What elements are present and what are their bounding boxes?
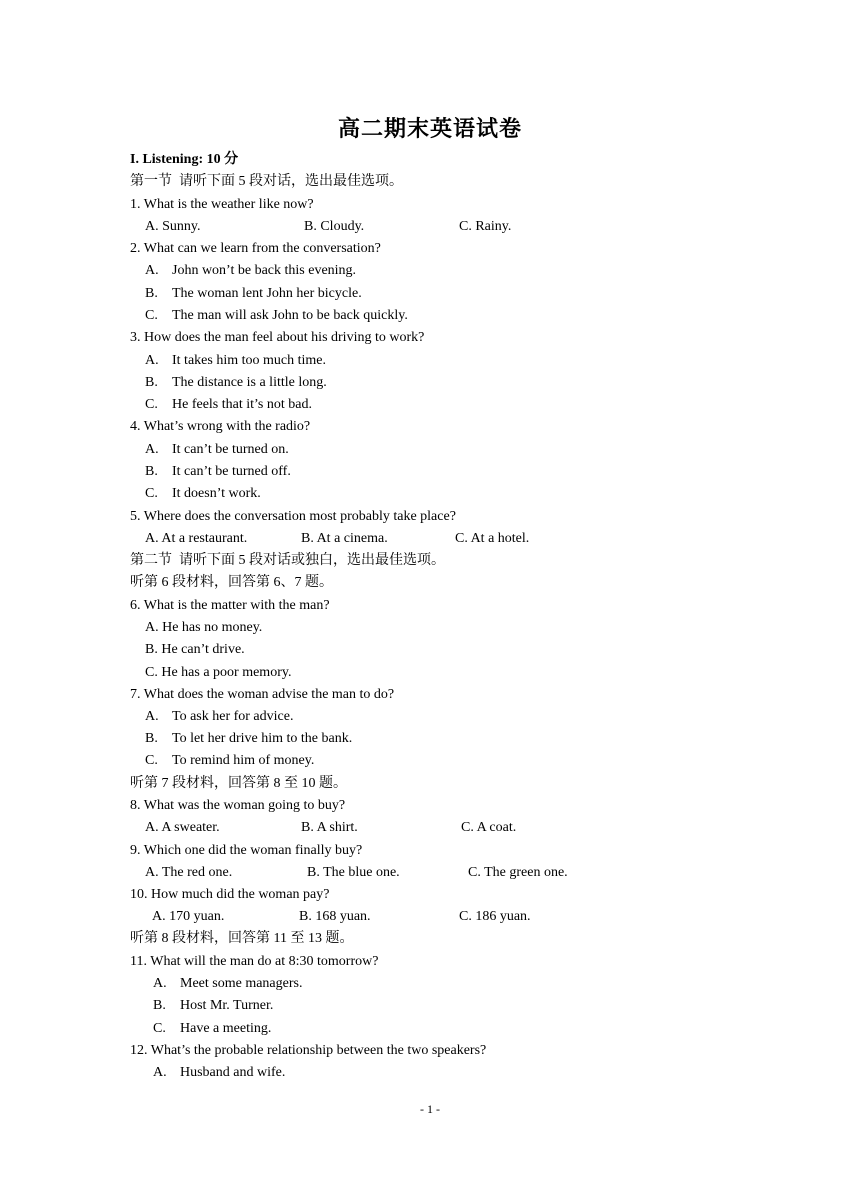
- option-text: Husband and wife.: [180, 1065, 286, 1080]
- question-6: 6. What is the matter with the man?: [130, 598, 330, 613]
- option-text: Have a meeting.: [180, 1021, 272, 1036]
- option-text: The woman lent John her bicycle.: [172, 286, 362, 301]
- material-7-instruction: 听第 7 段材料，回答第 8 至 10 题。: [130, 776, 347, 791]
- q10-option-a: A. 170 yuan.: [152, 909, 225, 924]
- q7-option-c: [145, 752, 314, 770]
- q2-option-a: [145, 262, 356, 280]
- option-text: It can’t be turned off.: [172, 464, 291, 479]
- q1-option-a: A. Sunny.: [145, 219, 201, 234]
- question-3: 3. How does the man feel about his driving to work?: [130, 330, 425, 345]
- option-label: B.: [145, 286, 158, 301]
- q4-option-b: [145, 463, 291, 481]
- option-label: A.: [153, 1065, 167, 1080]
- option-label: B.: [153, 998, 166, 1013]
- q6-option-b: B. He can’t drive.: [145, 642, 245, 657]
- option-label: A.: [145, 353, 159, 368]
- q10-option-b: B. 168 yuan.: [299, 909, 371, 924]
- q4-option-a: [145, 441, 289, 459]
- q5-option-c: C. At a hotel.: [455, 531, 530, 546]
- option-label: C.: [145, 308, 158, 323]
- q12-option-a: [153, 1064, 285, 1082]
- question-1: 1. What is the weather like now?: [130, 197, 314, 212]
- option-label: C.: [145, 486, 158, 501]
- option-label: C.: [145, 397, 158, 412]
- option-text: To remind him of money.: [172, 753, 315, 768]
- option-label: C.: [153, 1021, 166, 1036]
- option-text: He feels that it’s not bad.: [172, 397, 312, 412]
- option-text: John won’t be back this evening.: [172, 263, 357, 278]
- q2-option-c: [145, 307, 408, 325]
- section-heading: I. Listening: 10 分: [130, 152, 239, 167]
- option-text: It takes him too much time.: [172, 353, 326, 368]
- q1-option-b: B. Cloudy.: [304, 219, 365, 234]
- material-6-instruction: 听第 6 段材料，回答第 6、7 题。: [130, 575, 333, 590]
- q8-option-c: C. A coat.: [461, 820, 517, 835]
- option-label: A.: [145, 709, 159, 724]
- q5-option-b: B. At a cinema.: [301, 531, 388, 546]
- q8-option-a: A. A sweater.: [145, 820, 220, 835]
- q7-option-b: [145, 730, 352, 748]
- option-label: A.: [153, 976, 167, 991]
- question-2: 2. What can we learn from the conversation?: [130, 241, 381, 256]
- q4-option-c: [145, 485, 261, 503]
- q3-option-a: [145, 352, 326, 370]
- option-text: It can’t be turned on.: [172, 442, 289, 457]
- question-5: 5. Where does the conversation most probably take place?: [130, 509, 456, 524]
- q3-option-b: [145, 374, 327, 392]
- option-text: Host Mr. Turner.: [180, 998, 274, 1013]
- option-label: B.: [145, 464, 158, 479]
- q2-option-b: [145, 285, 362, 303]
- q11-option-b: [153, 997, 273, 1015]
- option-label: C.: [145, 753, 158, 768]
- option-label: B.: [145, 731, 158, 746]
- q3-option-c: [145, 396, 312, 414]
- q6-option-c: C. He has a poor memory.: [145, 665, 292, 680]
- option-text: The distance is a little long.: [172, 375, 327, 390]
- q9-option-a: A. The red one.: [145, 865, 233, 880]
- q11-option-a: [153, 975, 302, 993]
- q7-option-a: [145, 708, 293, 726]
- q9-option-c: C. The green one.: [468, 865, 568, 880]
- option-label: A.: [145, 442, 159, 457]
- q11-option-c: [153, 1020, 271, 1038]
- page-title: 高二期末英语试卷: [337, 116, 522, 141]
- question-4: 4. What’s wrong with the radio?: [130, 419, 311, 434]
- material-8-instruction: 听第 8 段材料，回答第 11 至 13 题。: [130, 931, 354, 946]
- part2-instruction: 第二节 请听下面 5 段对话或独白，选出最佳选项。: [130, 553, 445, 568]
- option-text: To let her drive him to the bank.: [172, 731, 353, 746]
- q10-option-c: C. 186 yuan.: [459, 909, 531, 924]
- option-text: The man will ask John to be back quickly.: [172, 308, 408, 323]
- part1-instruction: 第一节 请听下面 5 段对话，选出最佳选项。: [130, 174, 403, 189]
- q9-option-b: B. The blue one.: [307, 865, 400, 880]
- q8-option-b: B. A shirt.: [301, 820, 358, 835]
- option-text: To ask her for advice.: [172, 709, 294, 724]
- question-12: 12. What’s the probable relationship between the two speakers?: [130, 1043, 487, 1058]
- page-number: - 1 -: [420, 1102, 440, 1116]
- question-11: 11. What will the man do at 8:30 tomorrow?: [130, 954, 379, 969]
- q5-option-a: A. At a restaurant.: [145, 531, 248, 546]
- question-8: 8. What was the woman going to buy?: [130, 798, 346, 813]
- question-10: 10. How much did the woman pay?: [130, 887, 330, 902]
- option-label: B.: [145, 375, 158, 390]
- question-7: 7. What does the woman advise the man to do?: [130, 687, 395, 702]
- q1-option-c: C. Rainy.: [459, 219, 512, 234]
- option-text: Meet some managers.: [180, 976, 303, 991]
- q6-option-a: A. He has no money.: [145, 620, 263, 635]
- question-9: 9. Which one did the woman finally buy?: [130, 843, 363, 858]
- option-text: It doesn’t work.: [172, 486, 261, 501]
- option-label: A.: [145, 263, 159, 278]
